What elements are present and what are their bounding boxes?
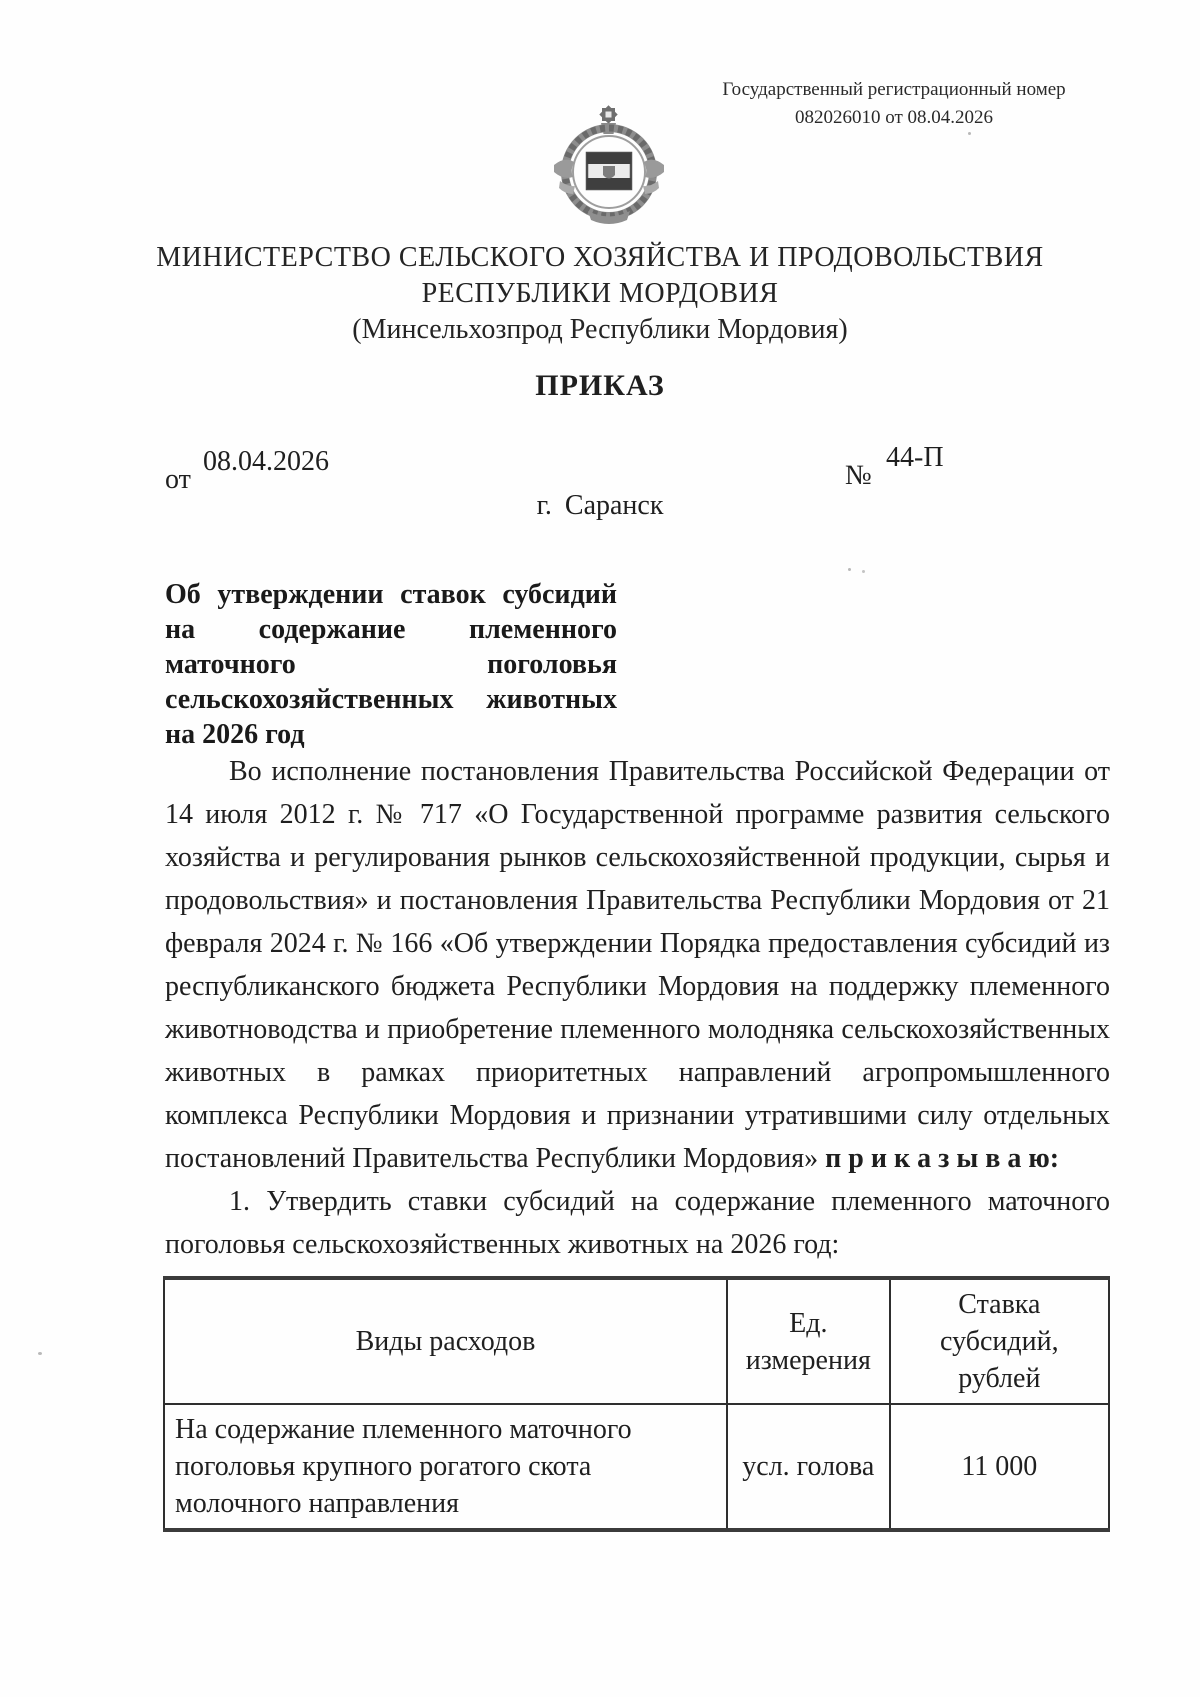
rate-cell: 11 000 <box>890 1404 1109 1530</box>
subsidy-rates-table <box>163 1276 1110 1532</box>
table-row <box>164 1404 1109 1530</box>
document-type-title: ПРИКАЗ <box>535 369 665 402</box>
order-preamble <box>165 750 1110 1180</box>
registration-number-label: Государственный регистрационный номер <box>722 79 1066 100</box>
preamble-text: Во исполнение постановления Правительства Российской Федерации от 14 июля 2012 г. № 717 «О Государственной программе развития сельского хозяйства и регулирования рынков сельскохозяйственной продукции, сырья и продовольствия» и постановления Правительства Республики Мордовия от 21 февраля 2024 г. № 166 «Об утверждении Порядка предоставления субсидий из республиканского бюджета Республики Мордовия на поддержку племенного животноводства и приобретение племенного молодняка сельскохозяйственных животных в рамках приоритетных направлений агропромышленного комплекса Республики Мордовия и признании утратившими силу отдельных постановлений Правительства Республики Мордовия» <box>165 756 1110 1174</box>
order-date-value: 08.04.2026 <box>203 446 329 477</box>
expense-type-cell: На содержание племенного маточного поголовья крупного рогатого скота молочного направления <box>164 1404 727 1530</box>
coat-of-arms <box>550 103 668 225</box>
ministry-header <box>0 240 1200 348</box>
order-body <box>165 750 1110 1532</box>
order-subject: Об утверждении ставок субсидий на содержание племенного маточного поголовья сельскохозяйственных животных на 2026 год <box>165 579 617 750</box>
order-city: г. Саранск <box>536 490 664 521</box>
order-date-label: от <box>165 464 191 495</box>
ministry-name-line2: РЕСПУБЛИКИ МОРДОВИЯ <box>421 278 779 309</box>
scan-noise <box>848 568 851 571</box>
ministry-short-name: (Минсельхозпрод Республики Мордовия) <box>352 314 848 345</box>
table-header-rate: Ставка субсидий, рублей <box>890 1278 1109 1404</box>
mordovia-coat-of-arms-icon <box>550 103 668 225</box>
registration-number-value: 082026010 от 08.04.2026 <box>794 107 994 128</box>
registration-number-block <box>716 76 1072 132</box>
table-header-unit: Ед. измерения <box>727 1278 890 1404</box>
order-item-1: 1. Утвердить ставки субсидий на содержание племенного маточного поголовья сельскохозяйственных животных на 2026 год: <box>165 1186 1110 1260</box>
unit-cell: усл. голова <box>727 1404 890 1530</box>
table-header-row <box>164 1278 1109 1404</box>
order-number-value: 44-П <box>886 442 944 473</box>
scan-noise <box>38 1352 42 1355</box>
scan-noise <box>968 132 971 135</box>
ministry-name-line1: МИНИСТЕРСТВО СЕЛЬСКОГО ХОЗЯЙСТВА И ПРОДОВОЛЬСТВИЯ <box>156 242 1044 273</box>
decree-word: п р и к а з ы в а ю: <box>825 1143 1060 1174</box>
table-header-expense-types: Виды расходов <box>164 1278 727 1404</box>
order-number-label: № <box>845 460 872 491</box>
